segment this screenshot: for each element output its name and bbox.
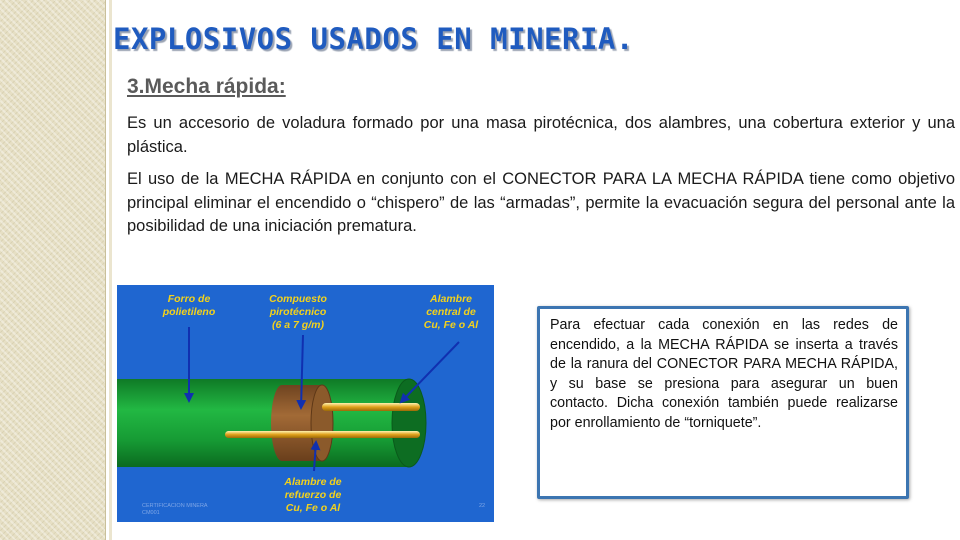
sheath-opening	[392, 379, 426, 467]
decorative-side-strip	[0, 0, 105, 540]
paragraph-definition: Es un accesorio de voladura formado por una masa pirotécnica, dos alambres, una cobertura exterior y una plástica.	[127, 114, 955, 156]
label-central-line3: Cu, Fe o Al	[423, 319, 479, 331]
section-subtitle: 3.Mecha rápida:	[127, 75, 286, 98]
label-forro-line2: polietileno	[162, 306, 216, 318]
footer-page-number: 22	[479, 503, 486, 509]
label-central-line2: central de	[426, 306, 476, 318]
label-central-line1: Alambre	[429, 293, 473, 305]
label-forro-line1: Forro de	[167, 293, 211, 305]
footer-certification: CERTIFICACION MINERA	[142, 503, 208, 509]
side-divider-band	[109, 0, 112, 540]
paragraph-purpose: El uso de la MECHA RÁPIDA en conjunto con el CONECTOR PARA LA MECHA RÁPIDA tiene como objetivo principal eliminar el encendido o “chispero” de las “armadas”, permite la evacuación segura del personal ante la posibilidad de una iniciación prematura.	[127, 170, 955, 235]
label-compuesto-line2: pirotécnico	[269, 306, 327, 318]
compound-face	[311, 385, 333, 461]
label-compuesto-line3: (6 a 7 g/m)	[272, 319, 324, 331]
slide-title: EXPLOSIVOS USADOS EN MINERIA.	[113, 22, 634, 56]
label-refuerzo-line1: Alambre de	[284, 476, 342, 488]
fuse-diagram	[117, 285, 494, 522]
footer-code: CM001	[142, 510, 160, 516]
label-compuesto-line1: Compuesto	[269, 293, 327, 305]
label-refuerzo-line2: refuerzo de	[284, 489, 342, 501]
connection-info-box	[537, 306, 909, 499]
central-wire	[322, 403, 420, 411]
connection-info-text: Para efectuar cada conexión en las redes de encendido, a la MECHA RÁPIDA se inserta a través de la ranura del CONECTOR PARA MECHA RÁPIDA, y su base se presiona para asegurar un buen contacto. Dicha conexión también puede realizarse por enrollamiento de “torniquete”.	[550, 317, 898, 431]
reinforcement-wire	[225, 431, 420, 438]
label-refuerzo-line3: Cu, Fe o Al	[285, 502, 341, 514]
side-divider-line	[105, 0, 106, 540]
